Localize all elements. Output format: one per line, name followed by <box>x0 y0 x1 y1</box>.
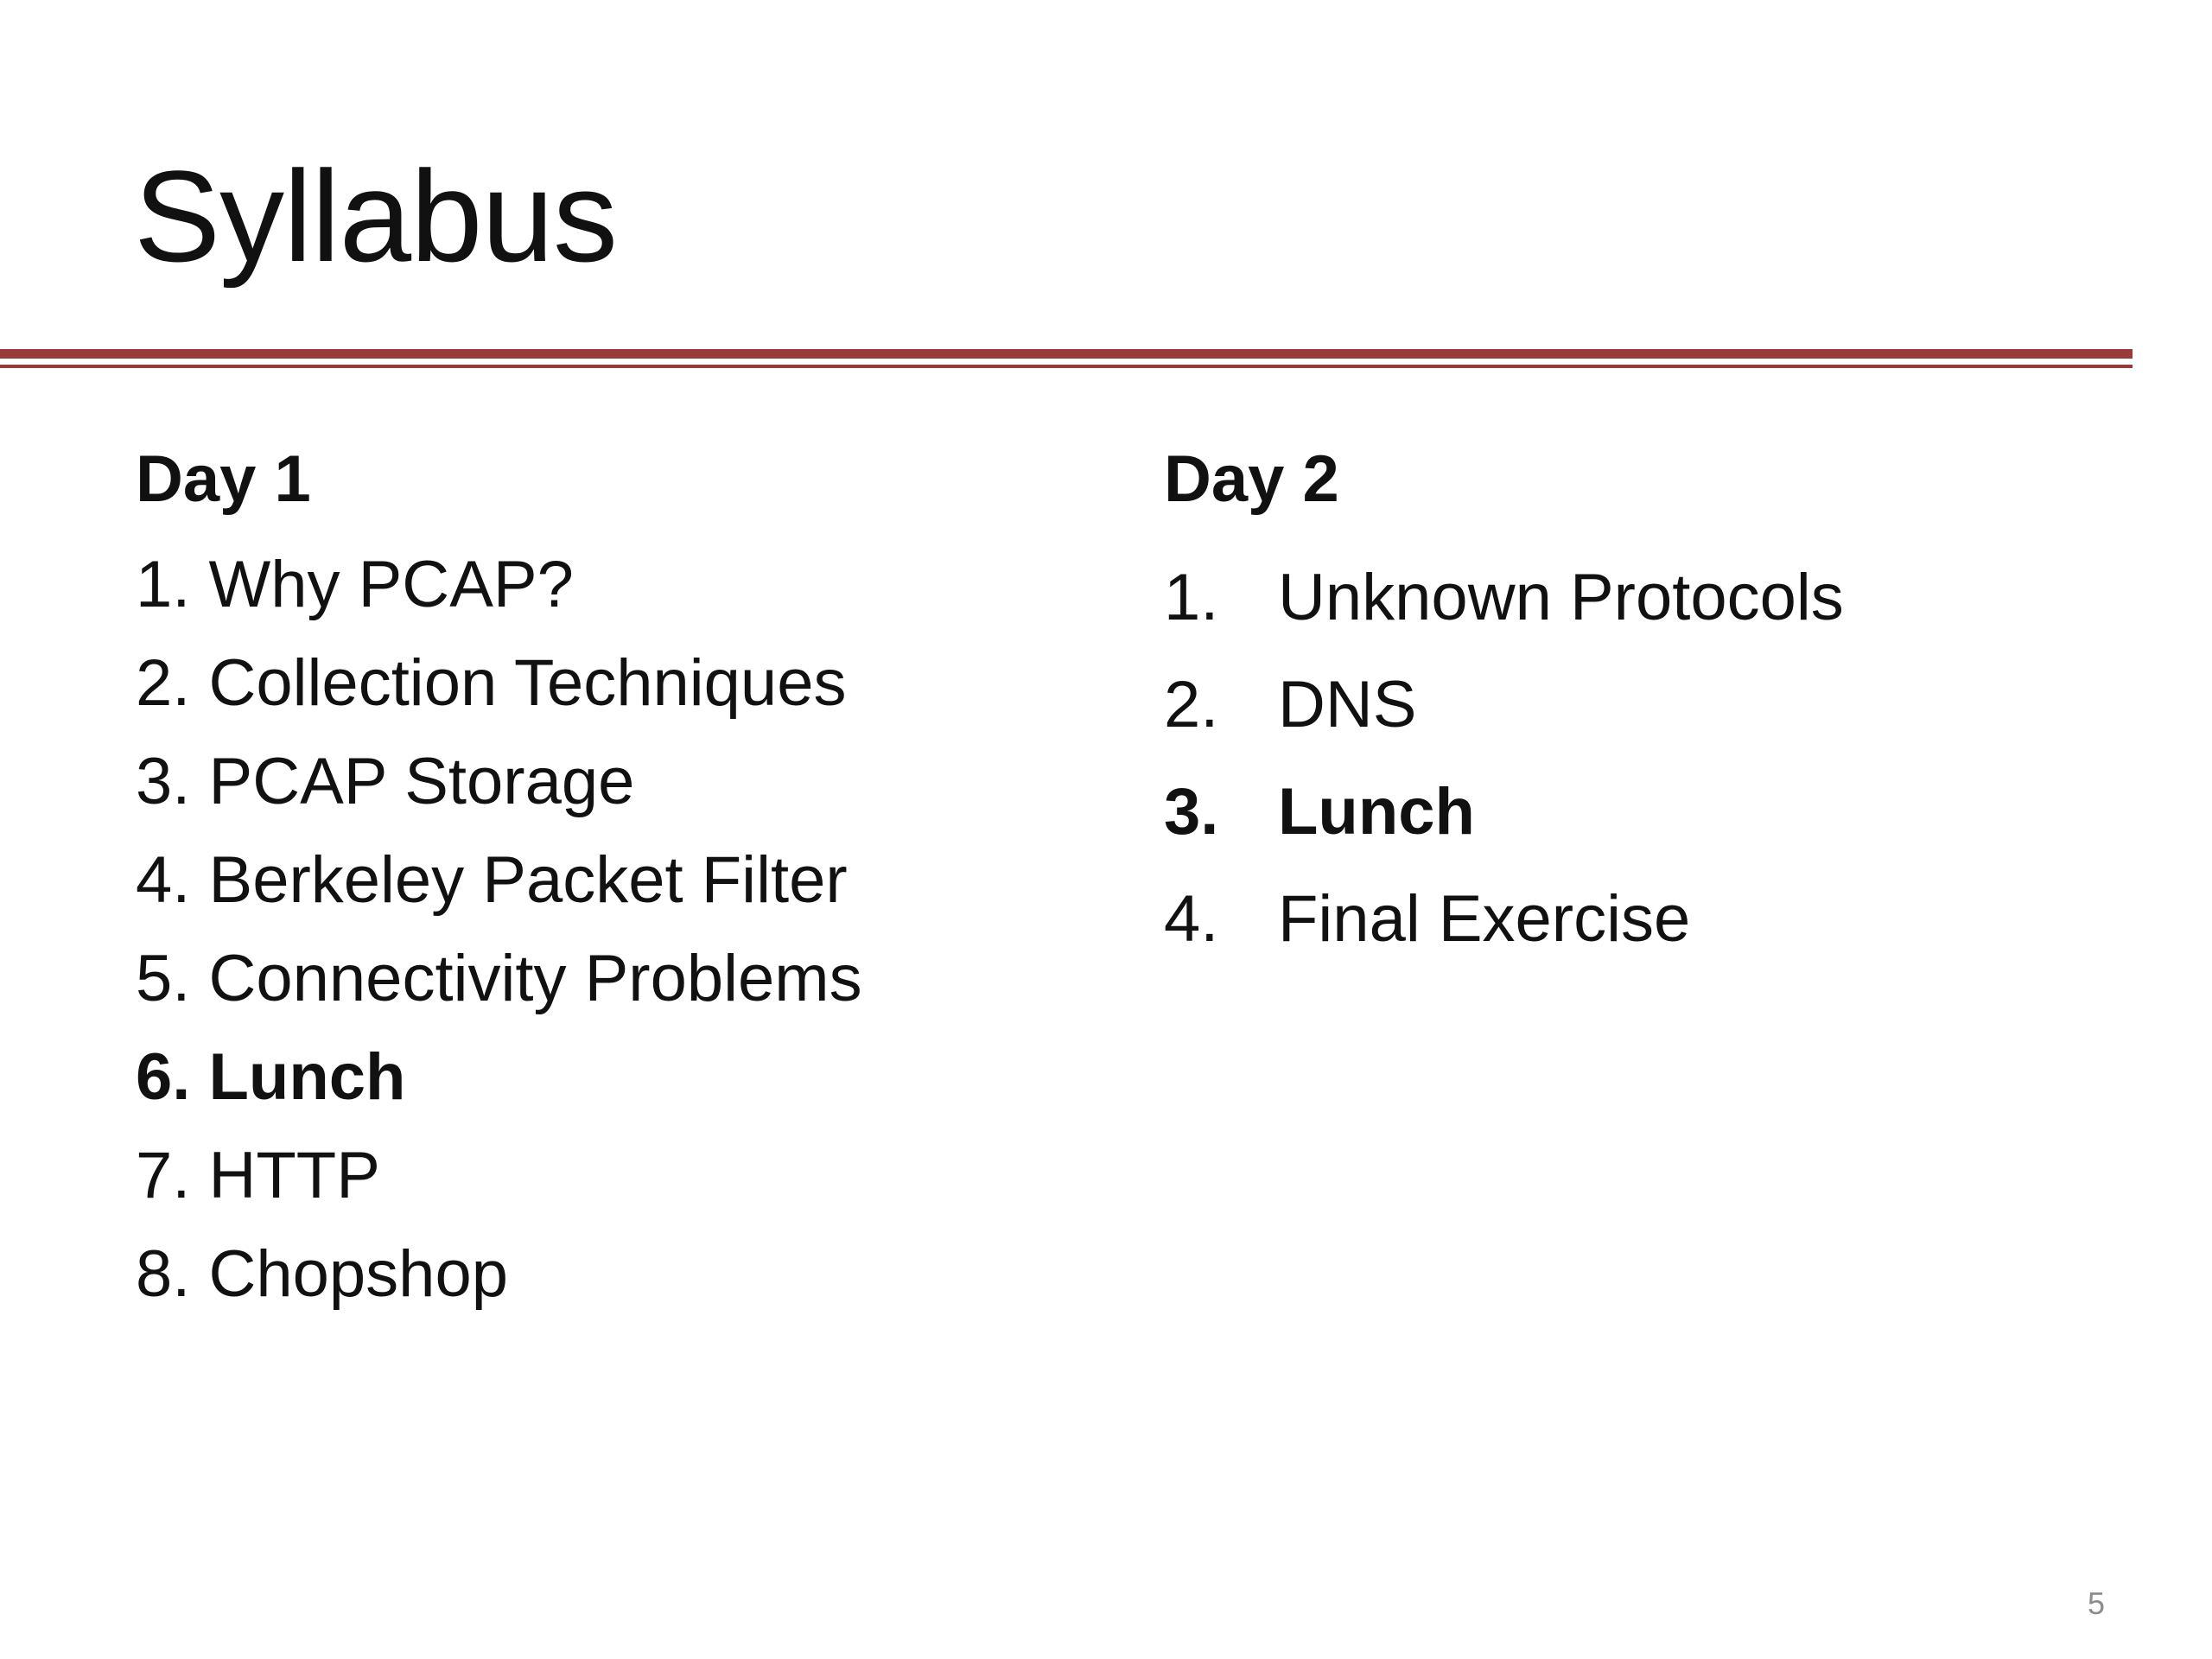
day1-item-lunch: 6. Lunch <box>136 1040 406 1114</box>
day1-item: 8. Chopshop <box>136 1237 508 1311</box>
day1-item: 2. Collection Techniques <box>136 646 847 720</box>
day2-item <box>1164 544 1844 652</box>
day2-item-number: 3. <box>1164 775 1219 849</box>
day1-item: 3. PCAP Storage <box>136 745 635 818</box>
day2-list <box>1164 544 1844 973</box>
day2-item-label: Lunch <box>1278 775 1475 849</box>
day2-item-number: 4. <box>1164 882 1219 956</box>
day2-item-number: 2. <box>1164 668 1219 741</box>
day2-heading: Day 2 <box>1164 442 1339 516</box>
day1-item: 7. HTTP <box>136 1139 380 1212</box>
day1-heading: Day 1 <box>136 442 311 516</box>
page-number: 5 <box>2088 1586 2106 1621</box>
day2-item-label: Final Exercise <box>1278 882 1691 956</box>
day2-item <box>1164 652 1844 759</box>
day2-item-label: DNS <box>1278 668 1417 741</box>
slide-title: Syllabus <box>134 143 617 289</box>
day2-item-number: 1. <box>1164 561 1219 634</box>
day2-item-lunch <box>1164 759 1844 866</box>
day2-item-label: Unknown Protocols <box>1278 561 1844 634</box>
title-divider-thin <box>0 365 2133 368</box>
day2-item <box>1164 866 1844 973</box>
title-divider-thick <box>0 349 2133 359</box>
day1-item: 4. Berkeley Packet Filter <box>136 843 848 917</box>
day1-item: 1. Why PCAP? <box>136 548 574 621</box>
day1-list <box>136 536 862 1324</box>
day1-item: 5. Connectivity Problems <box>136 942 862 1015</box>
